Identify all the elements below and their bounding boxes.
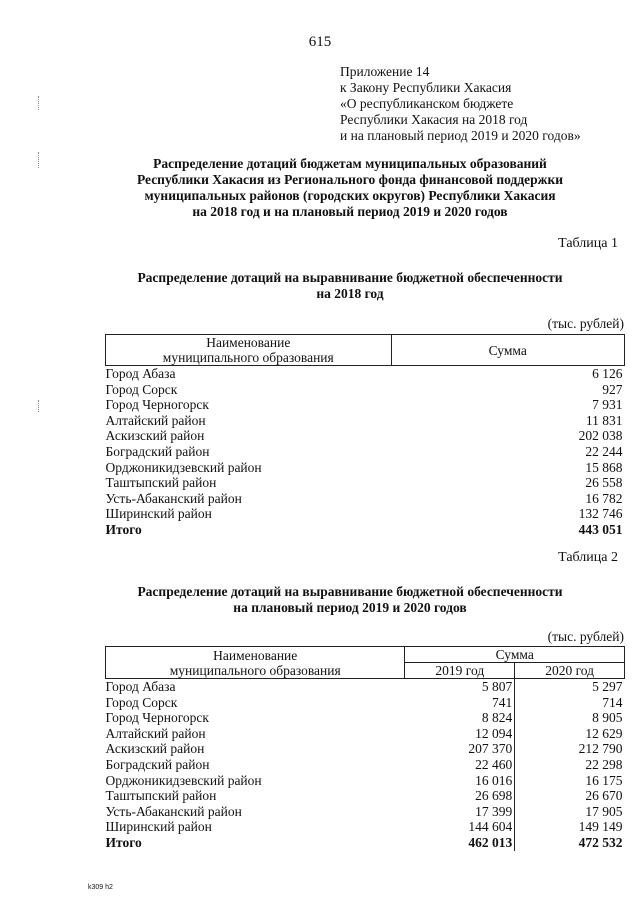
header-sum-column: Сумма [391, 335, 624, 366]
total-value-2019: 462 013 [405, 835, 515, 851]
appendix-note [340, 64, 581, 144]
header-line: Наименование [206, 335, 291, 350]
title-line: Распределение дотаций бюджетам муниципальных образований [153, 156, 547, 171]
row-name: Аскизский район [105, 741, 205, 757]
table-row [106, 366, 625, 382]
table-row [106, 413, 625, 429]
table-row [106, 695, 625, 711]
document-title [60, 156, 640, 220]
row-value-2020: 5 297 [592, 679, 623, 694]
total-value: 443 051 [578, 521, 623, 537]
appendix-line: Приложение 14 [340, 64, 430, 79]
header-line: муниципального образования [169, 662, 341, 678]
row-name: Усть-Абаканский район [105, 490, 242, 506]
appendix-line: к Закону Республики Хакасия [340, 80, 512, 95]
row-value-2019: 17 399 [405, 804, 515, 820]
row-name: Усть-Абаканский район [105, 803, 242, 819]
row-name: Город Сорск [105, 694, 178, 710]
row-value-2020: 714 [602, 694, 623, 710]
row-value-2020: 8 905 [592, 710, 623, 726]
table-row [106, 382, 625, 398]
header-year-2020: 2020 год [515, 663, 625, 679]
total-row [106, 522, 625, 538]
row-value: 26 558 [585, 475, 623, 491]
table-row [106, 679, 625, 695]
table2-title [60, 584, 640, 616]
margin-mark [38, 152, 40, 168]
table-row [106, 475, 625, 491]
row-name: Город Сорск [105, 381, 178, 397]
title-line: на плановый период 2019 и 2020 годов [233, 600, 467, 615]
row-name: Ширинский район [105, 819, 212, 835]
row-value-2019: 16 016 [405, 773, 515, 789]
row-value: 132 746 [578, 506, 623, 522]
row-value: 927 [602, 381, 623, 397]
table-row [106, 819, 625, 835]
title-line: Республики Хакасия из Регионального фонда финансовой поддержки [136, 172, 564, 187]
row-value-2020: 26 670 [585, 788, 623, 804]
row-value: 11 831 [585, 412, 623, 428]
row-value: 6 126 [592, 366, 623, 381]
row-name: Таштыпский район [105, 788, 217, 804]
header-name-column [106, 335, 392, 366]
table-row [106, 491, 625, 507]
table-row [106, 773, 625, 789]
row-value: 7 931 [592, 397, 623, 413]
footer-code: k309 h2 [88, 884, 113, 891]
header-sum-column: Сумма [405, 647, 625, 663]
row-value-2020: 22 298 [585, 756, 623, 772]
header-year-2019: 2019 год [405, 663, 515, 679]
row-value-2019: 207 370 [405, 741, 515, 757]
row-name: Город Черногорск [105, 710, 209, 726]
table1-label: Таблица 1 [558, 236, 618, 251]
total-value-2020: 472 532 [578, 834, 623, 850]
table2-label: Таблица 2 [558, 550, 618, 565]
table-row [106, 710, 625, 726]
table-row [106, 506, 625, 522]
table-row [106, 788, 625, 804]
table-row [106, 460, 625, 476]
row-name: Боградский район [105, 443, 210, 459]
appendix-line: Республики Хакасия на 2018 год [340, 112, 528, 127]
row-value-2019: 22 460 [405, 757, 515, 773]
total-row [106, 835, 625, 851]
table-row [106, 397, 625, 413]
row-value: 22 244 [585, 443, 623, 459]
table-row [106, 804, 625, 820]
title-line: муниципальных районов (городских округов) Республики Хакасия [144, 188, 556, 203]
row-name: Алтайский район [105, 725, 206, 741]
table-row [106, 726, 625, 742]
appendix-line: «О республиканском бюджете [340, 96, 514, 111]
header-line: муниципального образования [162, 350, 334, 365]
row-value-2019: 8 824 [405, 710, 515, 726]
total-label: Итого [105, 834, 142, 850]
row-name: Аскизский район [105, 428, 205, 444]
row-name: Боградский район [105, 756, 210, 772]
row-name: Город Абаза [105, 366, 176, 381]
page-number: 615 [308, 34, 332, 50]
row-value-2020: 212 790 [578, 741, 623, 757]
margin-mark [38, 96, 40, 110]
row-name: Алтайский район [105, 412, 206, 428]
row-name: Город Черногорск [105, 397, 209, 413]
row-name: Орджоникидзевский район [105, 772, 262, 788]
row-name: Город Абаза [105, 679, 176, 694]
row-value-2019: 5 807 [405, 679, 515, 695]
table1 [105, 334, 625, 538]
row-value-2020: 12 629 [585, 725, 623, 741]
header-name-column [106, 647, 405, 679]
row-value-2020: 149 149 [578, 819, 623, 835]
row-value: 15 868 [585, 459, 623, 475]
row-value-2020: 17 905 [585, 803, 623, 819]
margin-mark [38, 400, 40, 412]
title-line: Распределение дотаций на выравнивание бюджетной обеспеченности [137, 270, 563, 285]
row-name: Орджоникидзевский район [105, 459, 262, 475]
row-value-2019: 26 698 [405, 788, 515, 804]
row-value: 202 038 [578, 428, 623, 444]
row-name: Таштыпский район [105, 475, 217, 491]
appendix-line: и на плановый период 2019 и 2020 годов» [340, 128, 581, 143]
row-name: Ширинский район [105, 506, 212, 522]
table1-title [60, 270, 640, 302]
table-row [106, 757, 625, 773]
table-row [106, 741, 625, 757]
row-value: 16 782 [585, 490, 623, 506]
title-line: на 2018 год и на плановый период 2019 и 2020 годов [192, 204, 508, 219]
table2-units: (тыс. рублей) [547, 629, 624, 644]
row-value-2019: 12 094 [405, 726, 515, 742]
title-line: Распределение дотаций на выравнивание бюджетной обеспеченности [137, 584, 563, 599]
table2 [105, 646, 625, 851]
row-value-2019: 144 604 [405, 819, 515, 835]
row-value-2019: 741 [405, 695, 515, 711]
row-value-2020: 16 175 [585, 772, 623, 788]
table-row [106, 444, 625, 460]
table-row [106, 428, 625, 444]
title-line: на 2018 год [316, 286, 384, 301]
header-line: Наименование [213, 647, 298, 663]
table1-units: (тыс. рублей) [547, 316, 624, 331]
total-label: Итого [105, 521, 142, 537]
